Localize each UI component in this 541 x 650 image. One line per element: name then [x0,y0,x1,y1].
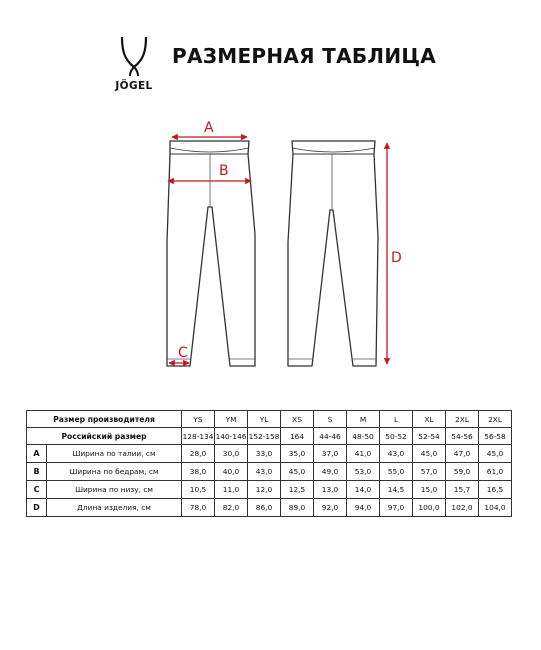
measurement-value: 59,0 [446,463,479,481]
measurement-value: 49,0 [314,463,347,481]
measurement-value: 15,7 [446,481,479,499]
measurement-value: 28,0 [182,445,215,463]
measurement-value: 45,0 [413,445,446,463]
measurement-row [27,499,512,517]
measurement-label: Длина изделия, см [47,499,182,517]
pants-front-view [167,141,255,366]
size-cell: M [347,411,380,428]
size-cell: 2XL [479,411,512,428]
measure-a-label: A [204,120,214,136]
measure-d [387,143,402,364]
measurement-value: 14,0 [347,481,380,499]
measurement-value: 53,0 [347,463,380,481]
size-table [26,410,512,517]
size-cell: YS [182,411,215,428]
measurement-value: 43,0 [248,463,281,481]
measurement-value: 47,0 [446,445,479,463]
measurement-row [27,463,512,481]
russian-size-cell: 152-158 [248,428,281,445]
manufacturer-size-row [27,411,512,428]
measurement-value: 41,0 [347,445,380,463]
measurement-key: B [27,463,47,481]
measurement-value: 55,0 [380,463,413,481]
measurement-label: Ширина по низу, см [47,481,182,499]
measurement-value: 104,0 [479,499,512,517]
brand-logo-icon [118,36,150,78]
measurement-value: 45,0 [281,463,314,481]
measurement-value: 78,0 [182,499,215,517]
measurement-value: 38,0 [182,463,215,481]
pants-back-view [288,141,378,366]
size-cell: YM [215,411,248,428]
measurement-value: 12,5 [281,481,314,499]
measurement-row [27,445,512,463]
size-table-body [27,411,512,517]
measure-c-label: C [178,345,188,361]
size-cell: S [314,411,347,428]
measurement-value: 102,0 [446,499,479,517]
russian-size-cell: 128-134 [182,428,215,445]
size-cell: L [380,411,413,428]
measurement-value: 35,0 [281,445,314,463]
measure-b-label: B [219,163,229,179]
russian-size-cell: 54-56 [446,428,479,445]
measurement-value: 94,0 [347,499,380,517]
russian-size-cell: 44-46 [314,428,347,445]
measurement-label: Ширина по талии, см [47,445,182,463]
measurement-value: 12,0 [248,481,281,499]
page-title: РАЗМЕРНАЯ ТАБЛИЦА [172,44,436,68]
russian-size-cell: 48-50 [347,428,380,445]
measurement-value: 92,0 [314,499,347,517]
measurement-value: 45,0 [479,445,512,463]
measurement-value: 30,0 [215,445,248,463]
measurement-value: 57,0 [413,463,446,481]
measurement-row [27,481,512,499]
measurement-label: Ширина по бедрам, см [47,463,182,481]
measurement-value: 13,0 [314,481,347,499]
measurement-value: 40,0 [215,463,248,481]
measurement-value: 89,0 [281,499,314,517]
russian-size-cell: 140-146 [215,428,248,445]
manufacturer-size-label: Размер производителя [27,411,182,428]
measurement-value: 11,0 [215,481,248,499]
russian-size-cell: 56-58 [479,428,512,445]
measurement-value: 15,0 [413,481,446,499]
measurement-value: 33,0 [248,445,281,463]
pants-diagram [150,112,410,377]
measure-d-label: D [391,250,402,266]
size-cell: XL [413,411,446,428]
size-cell: YL [248,411,281,428]
measurement-key: A [27,445,47,463]
measurement-value: 16,5 [479,481,512,499]
measurement-value: 43,0 [380,445,413,463]
measure-a [172,120,247,137]
brand-logo [106,36,162,98]
size-cell: XS [281,411,314,428]
measurement-value: 86,0 [248,499,281,517]
size-cell: 2XL [446,411,479,428]
measurement-value: 37,0 [314,445,347,463]
measurement-value: 100,0 [413,499,446,517]
measurement-value: 82,0 [215,499,248,517]
measurement-value: 61,0 [479,463,512,481]
measurement-key: D [27,499,47,517]
brand-name: JÖGEL [115,80,153,92]
measurement-value: 10,5 [182,481,215,499]
measurement-key: C [27,481,47,499]
russian-size-row [27,428,512,445]
russian-size-cell: 164 [281,428,314,445]
russian-size-cell: 50-52 [380,428,413,445]
russian-size-cell: 52-54 [413,428,446,445]
measurement-value: 97,0 [380,499,413,517]
measurement-value: 14,5 [380,481,413,499]
russian-size-label: Российский размер [27,428,182,445]
